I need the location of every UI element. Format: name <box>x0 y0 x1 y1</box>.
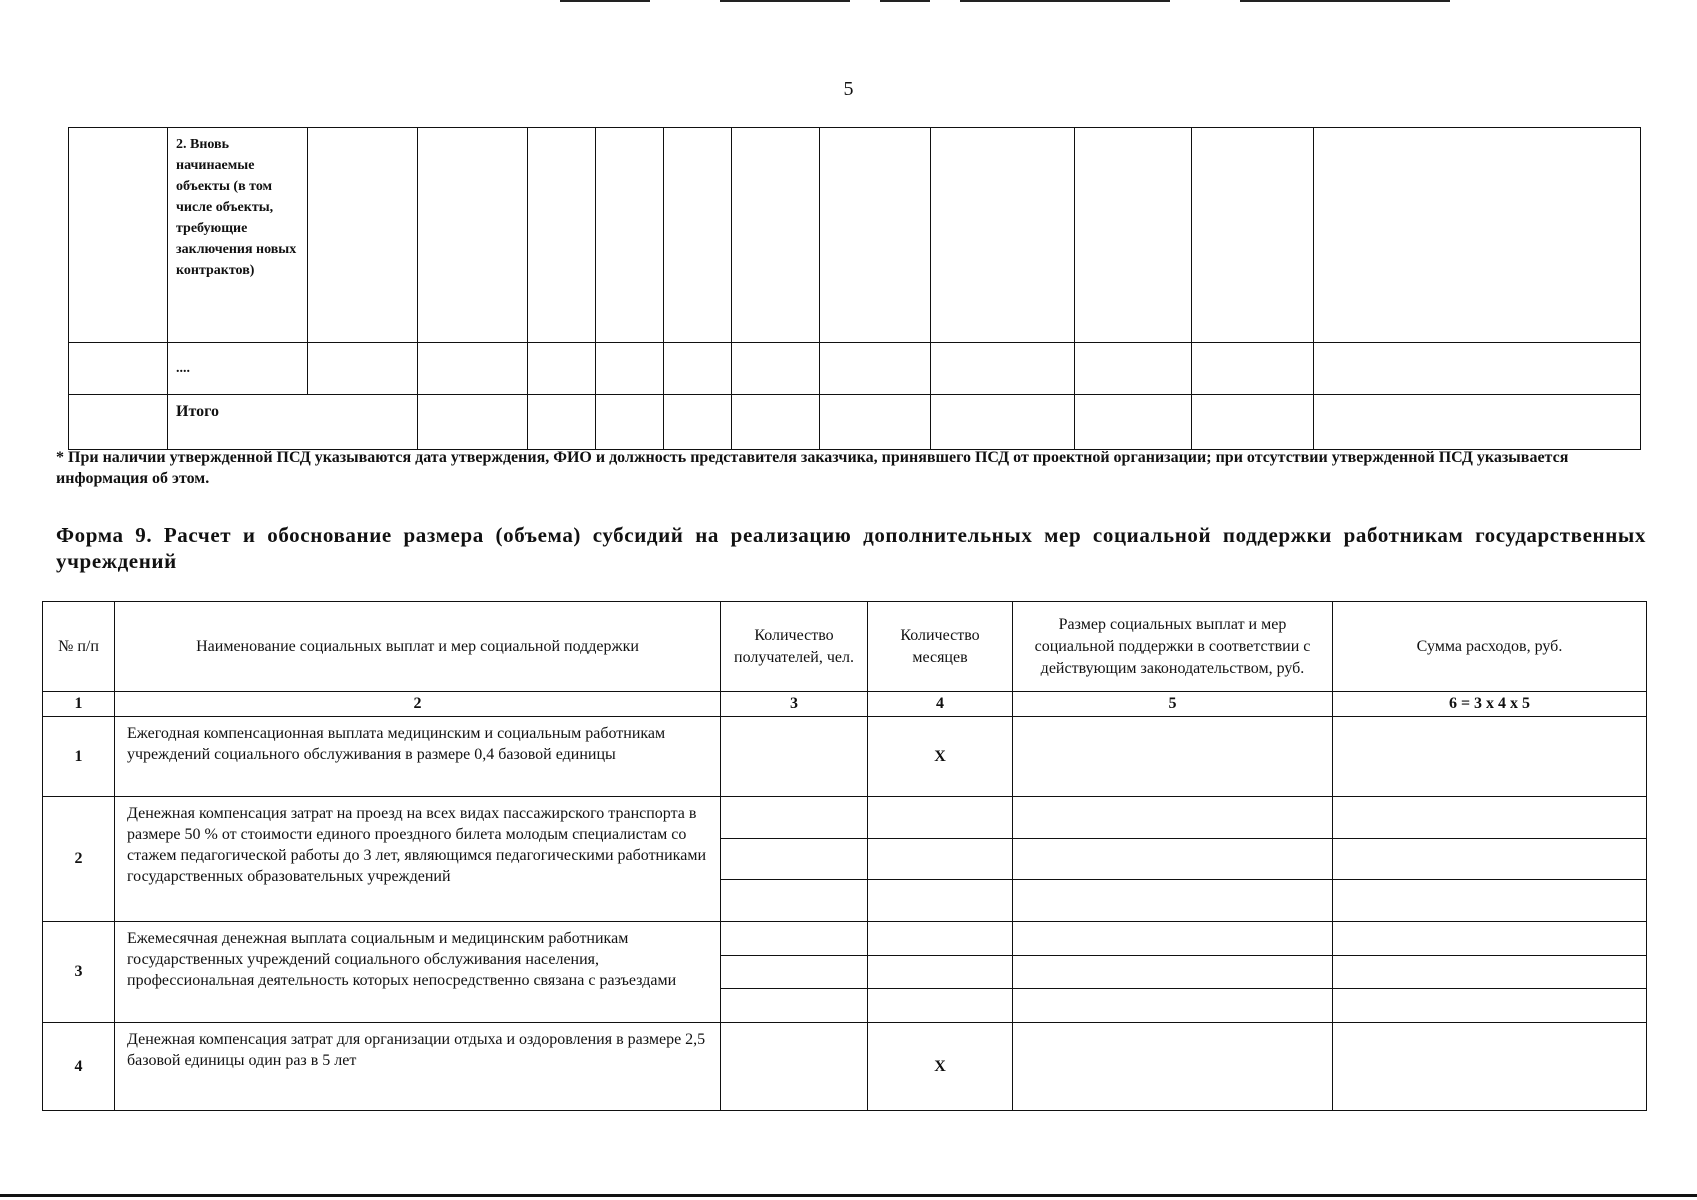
column-number: 3 <box>721 692 868 717</box>
row-number: 2 <box>43 797 115 922</box>
header-recipients: Количество получателей, чел. <box>721 602 868 692</box>
row-label-total: Итого <box>168 395 418 450</box>
sum-cell <box>1333 717 1647 797</box>
months-cell: X <box>868 1023 1013 1111</box>
header-name: Наименование социальных выплат и мер социальной поддержки <box>115 602 721 692</box>
footnote: * При наличии утвержденной ПСД указываются дата утверждения, ФИО и должность представителя заказчика, принявшего ПСД от проектной организации; при отсутствии утвержденной ПСД указывается информация об этом. <box>56 449 1569 487</box>
header-num: № п/п <box>43 602 115 692</box>
form9-table <box>42 601 1647 1111</box>
sum-cell <box>1333 922 1647 1023</box>
row-label-ellipsis: .... <box>168 343 308 395</box>
size-cell <box>1013 922 1333 1023</box>
size-cell <box>1013 717 1333 797</box>
scan-artifact-top <box>0 0 1697 4</box>
form-title: Форма 9. Расчет и обоснование размера (объема) субсидий на реализацию дополнительных мер социальной поддержки работникам государственных учреждений <box>56 523 1646 573</box>
header-size: Размер социальных выплат и мер социальной поддержки в соответствии с действующим законодательством, руб. <box>1013 602 1333 692</box>
page-number: 5 <box>843 78 854 100</box>
continuation-table <box>68 127 1641 450</box>
header-months: Количество месяцев <box>868 602 1013 692</box>
months-cell: X <box>868 717 1013 797</box>
sum-cell <box>1333 797 1647 922</box>
row-number: 1 <box>43 717 115 797</box>
column-number: 1 <box>43 692 115 717</box>
column-numbers-row <box>43 692 1647 717</box>
recipients-cell <box>721 922 868 1023</box>
table-row <box>43 1023 1647 1111</box>
column-number: 2 <box>115 692 721 717</box>
row-text: Денежная компенсация затрат на проезд на всех видах пассажирского транспорта в размере 50 % от стоимости единого проездного билета молодым специалистам со стажем педагогической работы до 3 лет, являющимся педагогическими работниками государственных образовательных учреждений <box>115 797 721 922</box>
row-text: Денежная компенсация затрат для организации отдыха и оздоровления в размере 2,5 базовой единицы один раз в 5 лет <box>115 1023 721 1111</box>
recipients-cell <box>721 1023 868 1111</box>
column-number: 4 <box>868 692 1013 717</box>
months-cell <box>868 922 1013 1023</box>
row-text: Ежемесячная денежная выплата социальным и медицинским работникам государственных учреждений социального обслуживания населения, профессиональная деятельность которых непосредственно связана с разъездами <box>115 922 721 1023</box>
row-number: 3 <box>43 922 115 1023</box>
recipients-cell <box>721 797 868 922</box>
table-row <box>69 128 1641 343</box>
header-sum: Сумма расходов, руб. <box>1333 602 1647 692</box>
size-cell <box>1013 1023 1333 1111</box>
scan-artifact-bottom <box>0 1194 1697 1197</box>
sum-cell <box>1333 1023 1647 1111</box>
months-cell <box>868 797 1013 922</box>
table-row <box>43 797 1647 922</box>
size-cell <box>1013 797 1333 922</box>
recipients-cell <box>721 717 868 797</box>
row-number: 4 <box>43 1023 115 1111</box>
row-text: Ежегодная компенсационная выплата медицинским и социальным работникам учреждений социального обслуживания в размере 0,4 базовой единицы <box>115 717 721 797</box>
table-row <box>43 717 1647 797</box>
row-label-new-objects: 2. Вновь начинаемые объекты (в том числе объекты, требующие заключения новых контрактов) <box>168 128 308 343</box>
table-row <box>69 343 1641 395</box>
table-row <box>69 395 1641 450</box>
table-header-row <box>43 602 1647 692</box>
column-number: 5 <box>1013 692 1333 717</box>
table-row <box>43 922 1647 1023</box>
column-number: 6 = 3 x 4 x 5 <box>1333 692 1647 717</box>
